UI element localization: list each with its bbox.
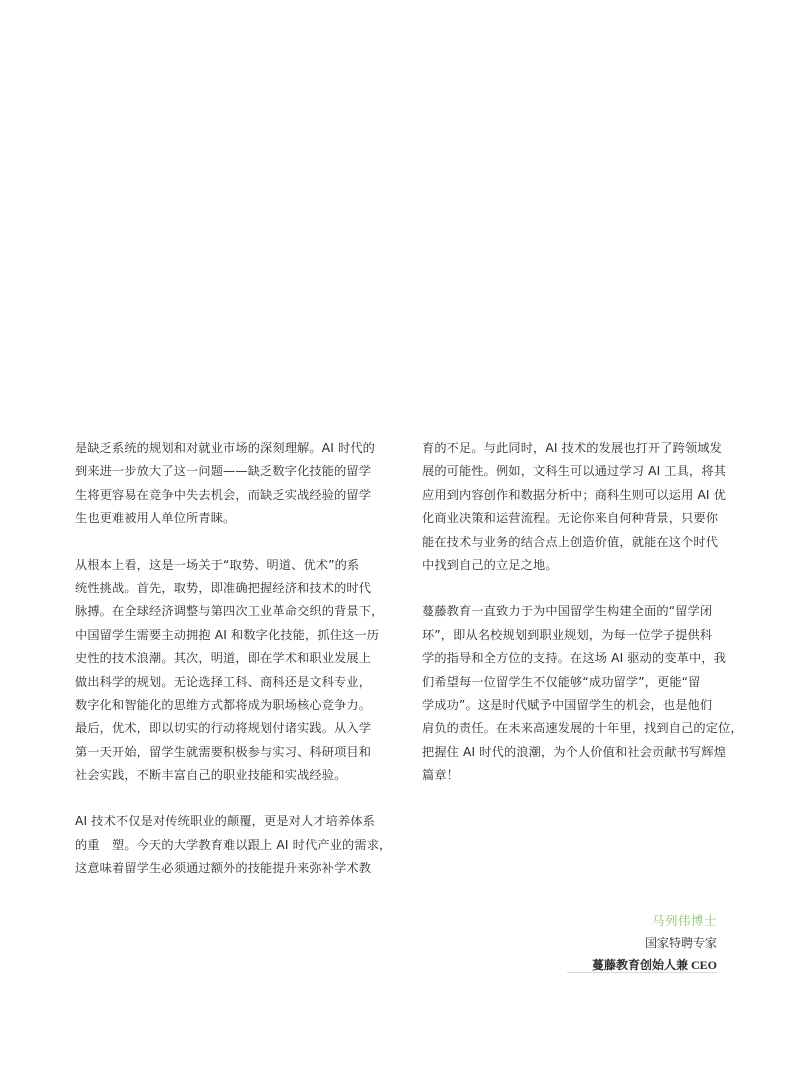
paragraph-1 (75, 437, 387, 531)
text-line: 这意味着留学生必须通过额外的技能提升来弥补学术教 (75, 861, 372, 876)
text-line: 脉搏。在全球经济调整与第四次工业革命交织的背景下， (75, 604, 384, 619)
text-line: 的重 塑。今天的大学教育难以跟上 AI 时代产业的需求， (75, 837, 392, 852)
text-line: 最后，优术，即以切实的行动将规划付诸实践。从入学 (75, 721, 372, 736)
left-column (75, 437, 392, 904)
text-line: 第一天开始，留学生就需要积极参与实习、科研项目和 (75, 744, 372, 759)
paragraph-4 (422, 437, 727, 577)
right-column (422, 437, 743, 810)
author-title: 国家特聘专家 (644, 936, 717, 950)
text-line: 数字化和智能化的思维方式都将成为职场核心竞争力。 (75, 697, 372, 712)
text-line: 蔓藤教育一直致力于为中国留学生构建全面的“留学闭 (422, 604, 713, 619)
signature-divider (567, 972, 717, 973)
text-line: AI 技术不仅是对传统职业的颠覆，更是对人才培养体系 (75, 814, 376, 829)
text-line: 是缺乏系统的规划和对就业市场的深刻理解。AI 时代的 (75, 441, 376, 455)
paragraph-5 (422, 600, 743, 787)
text-line: 展的可能性。例如，文科生可以通过学习 AI 工具，将其 (422, 464, 727, 479)
text-line: 们希望每一位留学生不仅能够“成功留学”，更能“留 (422, 674, 701, 689)
text-line: 生将更容易在竞争中失去机会，而缺乏实战经验的留学 (75, 487, 372, 502)
text-line: 统性挑战。首先，取势，即准确把握经济和技术的时代 (75, 580, 372, 595)
text-line: 社会实践，不断丰富自己的职业技能和实战经验。 (75, 768, 347, 783)
text-line: 学的指导和全方位的支持。在这场 AI 驱动的变革中，我 (422, 651, 727, 666)
text-line: 到来进一步放大了这一问题——缺乏数字化技能的留学 (75, 464, 372, 479)
signature-block (592, 910, 717, 976)
author-name: 马列伟博士 (651, 914, 717, 928)
text-line: 学成功”。这是时代赋予中国留学生的机会，也是他们 (422, 697, 713, 712)
text-line: 生也更难被用人单位所青睐。 (75, 511, 236, 526)
text-line: 能在技术与业务的结合点上创造价值，就能在这个时代 (422, 534, 719, 549)
text-line: 篇章！ (422, 768, 460, 783)
text-line: 做出科学的规划。无论选择工科、商科还是文科专业， (75, 674, 372, 689)
text-line: 史性的技术浪潮。其次，明道，即在学术和职业发展上 (75, 651, 372, 666)
paragraph-3 (75, 810, 392, 880)
text-line: 中国留学生需要主动拥抱 AI 和数字化技能，抓住这一历 (75, 627, 380, 642)
author-company: 蔓藤教育创始人兼 CEO (591, 958, 717, 972)
text-line: 育的不足。与此同时，AI 技术的发展也打开了跨领域发 (422, 441, 723, 455)
text-line: 环”，即从名校规划到职业规划，为每一位学子提供科 (422, 627, 713, 642)
text-line: 肩负的责任。在未来高速发展的十年里，找到自己的定位， (422, 721, 743, 736)
text-line: 中找到自己的立足之地。 (422, 557, 558, 572)
text-line: 化商业决策和运营流程。无论你来自何种背景，只要你 (422, 511, 719, 526)
text-line: 从根本上看，这是一场关于“取势、明道、优术”的系 (75, 557, 360, 572)
text-line: 应用到内容创作和数据分析中；商科生则可以运用 AI 优 (422, 487, 727, 502)
text-line: 把握住 AI 时代的浪潮，为个人价值和社会贡献书写辉煌 (422, 744, 727, 759)
paragraph-2 (75, 554, 387, 788)
